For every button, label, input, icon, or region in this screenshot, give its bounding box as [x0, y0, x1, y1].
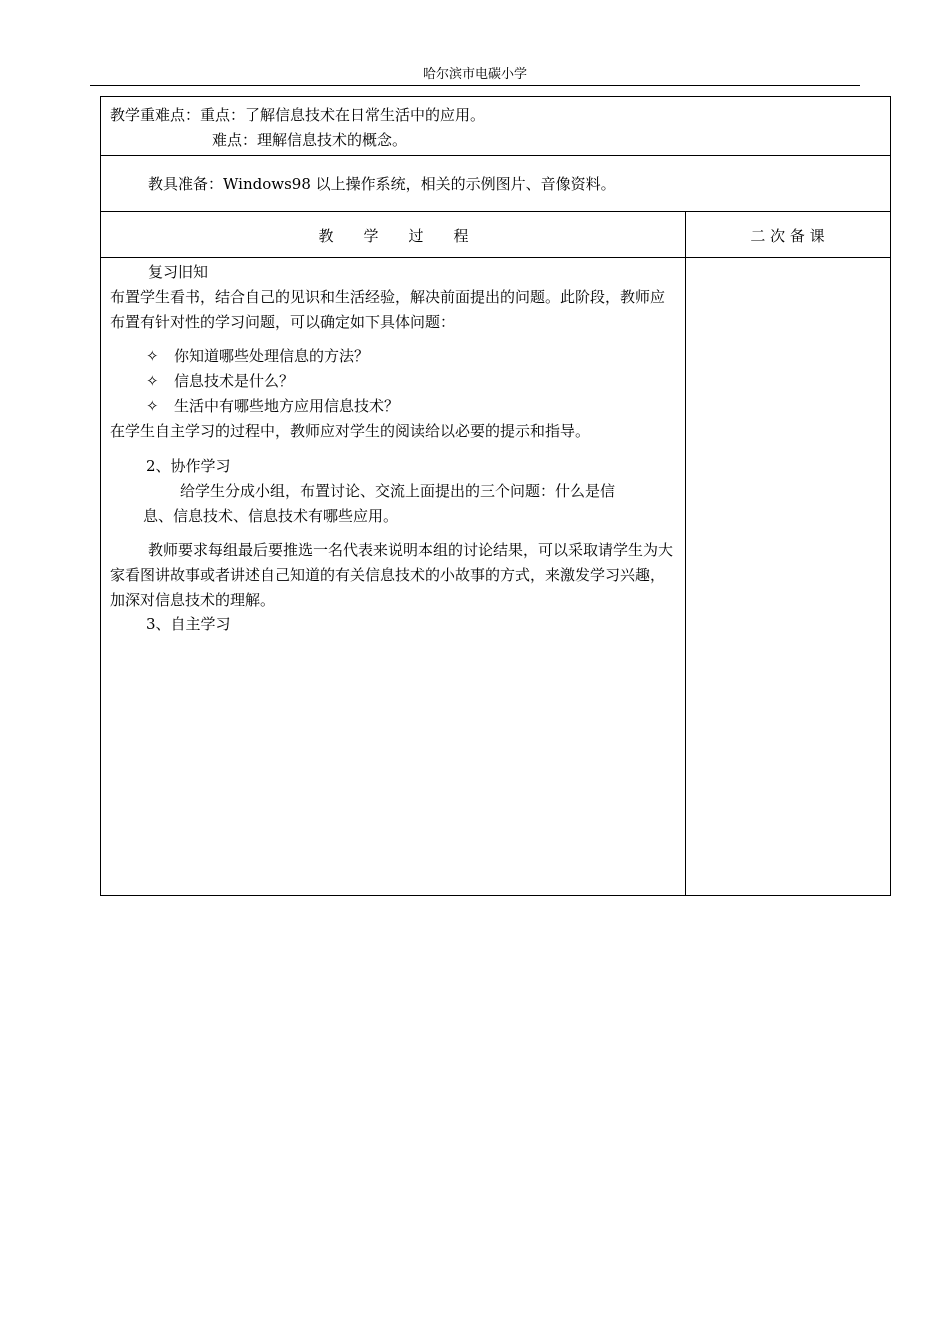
coop-heading: 2、协作学习	[146, 457, 231, 475]
difficulty-line-2: 难点：理解信息技术的概念。	[212, 131, 408, 149]
difficulty-row	[100, 96, 891, 156]
prep-column-header: 二 次 备 课	[750, 227, 825, 245]
process-table-header	[100, 212, 891, 258]
bullet-item-1	[146, 346, 369, 366]
bullet-text: 生活中有哪些地方应用信息技术？	[174, 397, 400, 415]
page-header: 哈尔滨市电碳小学	[422, 67, 527, 82]
header-rule	[90, 85, 860, 86]
bullet-icon: ✧	[146, 397, 159, 415]
column-divider-header	[685, 212, 686, 258]
materials-text: 教具准备：Windows98 以上操作系统，相关的示例图片、音像资料。	[148, 175, 616, 193]
column-divider-content	[685, 258, 686, 896]
bullet-icon: ✧	[146, 347, 159, 365]
difficulty-line-1: 教学重难点：重点：了解信息技术在日常生活中的应用。	[110, 106, 486, 124]
bullet-item-2	[146, 371, 294, 391]
coop-paragraph-line-2: 息、信息技术、信息技术有哪些应用。	[143, 507, 399, 525]
self-study-note: 在学生自主学习的过程中，教师应对学生的阅读给以必要的提示和指导。	[110, 422, 591, 440]
bullet-icon: ✧	[146, 372, 159, 390]
self-study-heading: 3、自主学习	[146, 615, 231, 633]
bullet-text: 信息技术是什么？	[174, 372, 295, 390]
coop-paragraph-line-1: 给学生分成小组，布置讨论、交流上面提出的三个问题：什么是信	[180, 482, 616, 500]
review-heading: 复习旧知	[148, 263, 209, 281]
coop-paragraph-2: 教师要求每组最后要推选一名代表来说明本组的讨论结果，可以采取请学生为大家看图讲故事或者讲述自己知道的有关信息技术的小故事的方式，来激发学习兴趣，加深对信息技术的理解。	[110, 541, 674, 609]
review-paragraph: 布置学生看书，结合自己的见识和生活经验，解决前面提出的问题。此阶段，教师应布置有针对性的学习问题，可以确定如下具体问题：	[110, 288, 666, 331]
materials-row	[100, 156, 891, 212]
bullet-text: 你知道哪些处理信息的方法？	[174, 347, 370, 365]
process-content-cell	[100, 258, 891, 896]
bullet-item-3	[146, 396, 399, 416]
process-column-header: 教 学 过 程	[318, 227, 469, 245]
